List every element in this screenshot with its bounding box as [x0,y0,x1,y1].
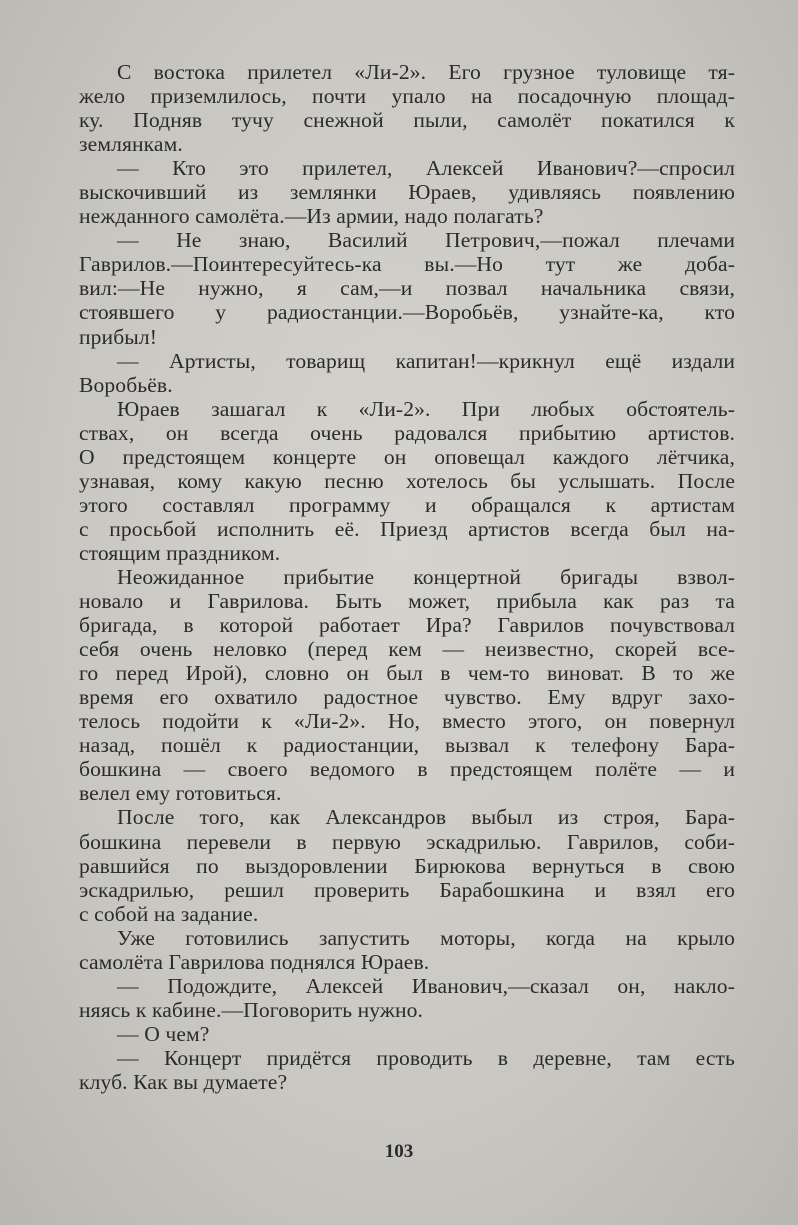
text-line: стоящим праздником. [79,540,281,565]
text-line: нежданного самолёта.—Из армии, надо полагать? [79,204,544,229]
text-line: узнавая, кому какую песню хотелось бы услышать. После [79,468,735,493]
text-line: — Кто это прилетел, Алексей Иванович?—спросил [117,156,735,181]
text-line: Юраев зашагал к «Ли-2». При любых обстоятель- [117,396,735,421]
text-line: бригада, в которой работает Ира? Гаврилов почувствовал [79,613,735,638]
text-line: бошкина перевели в первую эскадрилью. Гаврилов, соби- [79,829,735,854]
text-line: После того, как Александров выбыл из строя, Бара- [117,805,735,830]
text-line: ку. Подняв тучу снежной пыли, самолёт покатился к [79,108,735,133]
paragraph [79,1046,735,1094]
text-line: няясь к кабине.—Поговорить нужно. [79,997,423,1022]
text-line: вил:—Не нужно, я сам,—и позвал начальника связи, [79,276,735,301]
text-line: новало и Гаврилова. Быть может, прибыла как раз та [79,589,735,614]
text-line: с просьбой исполнить её. Приезд артистов всегда был на- [79,516,735,541]
text-line: О предстоящем концерте он оповещал каждого лётчика, [79,444,735,469]
text-line: — Артисты, товарищ капитан!—крикнул ещё издали [117,348,735,373]
text-line: назад, пошёл к радиостанции, вызвал к телефону Бара- [79,733,735,758]
paragraph [79,349,735,397]
paragraph [79,1022,735,1046]
text-line: — Не знаю, Василий Петрович,—пожал плечами [117,228,735,253]
text-line: ствах, он всегда очень радовался прибытию артистов. [79,420,735,445]
text-line: равшийся по выздоровлении Бирюкова вернуться в свою [79,853,735,878]
text-line: — Подождите, Алексей Иванович,—сказал он, накло- [117,973,735,998]
text-line: время его охватило радостное чувство. Ему вдруг захо- [79,685,735,710]
text-line: Гаврилов.—Поинтересуйтесь-ка вы.—Но тут же доба- [79,252,735,277]
paragraph [79,228,735,348]
text-line: Воробьёв. [79,372,173,397]
body-text [79,60,735,1094]
text-line: бошкина — своего ведомого в предстоящем полёте — и [79,757,735,782]
text-line: Неожиданное прибытие концертной бригады взвол- [117,564,735,589]
paragraph [79,565,735,805]
text-line: стоявшего у радиостанции.—Воробьёв, узнайте-ка, кто [79,300,735,325]
text-line: с собой на задание. [79,901,259,926]
text-line: прибыл! [79,324,158,349]
paragraph [79,926,735,974]
text-line: жело приземлилось, почти упало на посадочную площад- [79,84,735,109]
paragraph [79,397,735,565]
page-number: 103 [384,1141,414,1162]
text-line: себя очень неловко (перед кем — неизвестно, скорей все- [79,637,735,662]
text-line: самолёта Гаврилова поднялся Юраев. [79,949,430,974]
paragraph [79,156,735,228]
text-line: С востока прилетел «Ли-2». Его грузное туловище тя- [117,60,735,84]
text-line: этого составлял программу и обращался к артистам [79,492,735,517]
text-line: эскадрилью, решил проверить Барабошкина и взял его [79,877,735,902]
text-line: клуб. Как вы думаете? [79,1069,288,1094]
text-line: телось подойти к «Ли-2». Но, вместо этого, он повернул [79,709,735,734]
text-line: землянкам. [79,132,183,157]
text-line: Уже готовились запустить моторы, когда на крыло [117,925,735,950]
text-line: го перед Ирой), словно он был в чем-то виноват. В то же [79,661,735,686]
text-line: выскочивший из землянки Юраев, удивляясь появлению [79,180,735,205]
paragraph [79,60,735,156]
text-line: — Концерт придётся проводить в деревне, там есть [117,1045,735,1070]
text-line: — О чем? [117,1021,210,1046]
paragraph [79,974,735,1022]
paragraph [79,805,735,925]
text-line: велел ему готовиться. [79,781,282,806]
